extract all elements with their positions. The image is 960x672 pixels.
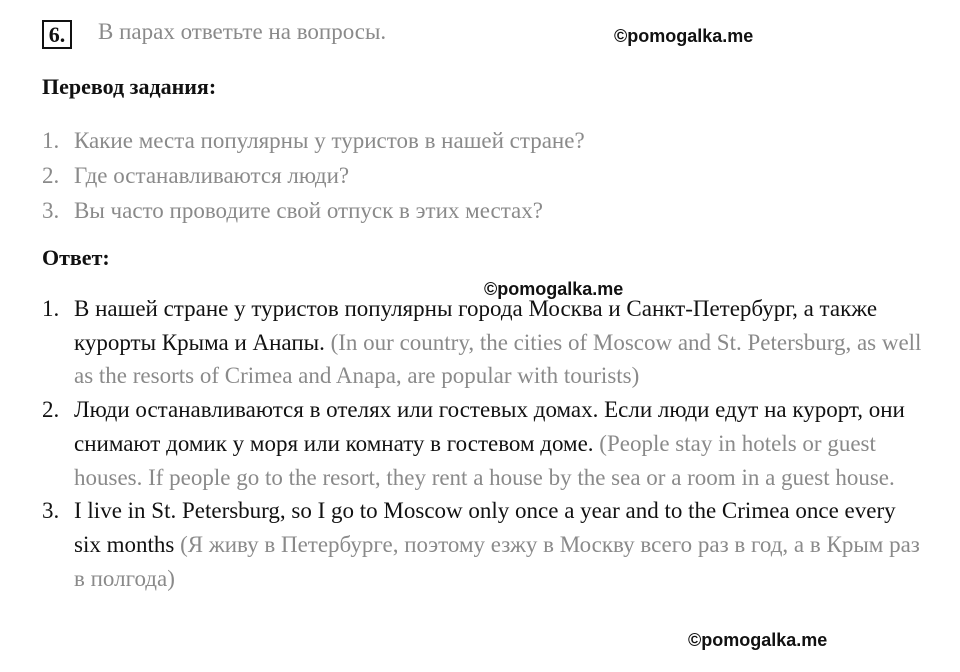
- list-item: [42, 123, 922, 158]
- item-body: [74, 494, 922, 595]
- answer-translation: (In our country, the cities of Moscow and St. Petersburg, as well as the resorts of Crimea and Anapa, are popular with tourists): [74, 329, 922, 389]
- translation-list: [42, 123, 922, 228]
- item-text: Какие места популярны у туристов в нашей стране?: [74, 128, 585, 153]
- item-number: 2.: [42, 163, 60, 188]
- item-number: 3.: [42, 498, 60, 524]
- item-number: 2.: [42, 397, 60, 423]
- answer-translation: (People stay in hotels or guest houses. If people go to the resort, they rent a house by the sea or a room in a guest house.: [74, 430, 895, 490]
- task-instruction: В парах ответьте на вопросы.: [98, 19, 387, 44]
- answer-text: Люди останавливаются в отелях или гостевых домах. Если люди едут на курорт, они снимают домик у моря или комнату в гостевом доме.: [74, 397, 905, 456]
- list-item: [42, 292, 922, 393]
- watermark-top: ©pomogalka.me: [614, 26, 754, 46]
- item-number: 3.: [42, 198, 60, 223]
- list-item: [42, 158, 922, 193]
- item-text: Вы часто проводите свой отпуск в этих местах?: [74, 198, 543, 223]
- item-body: [74, 292, 922, 393]
- answer-text: В нашей стране у туристов популярны города Москва и Санкт-Петербург, а также курорты Крыма и Анапы.: [74, 296, 878, 355]
- task-number-box: 6.: [42, 20, 72, 49]
- watermark-middle: ©pomogalka.me: [484, 279, 624, 299]
- item-body: [74, 393, 922, 494]
- list-item: [42, 193, 922, 228]
- answer-heading: Ответ:: [42, 245, 110, 270]
- item-number: 1.: [42, 128, 60, 153]
- answer-list: [42, 292, 922, 595]
- watermark-bottom: ©pomogalka.me: [688, 630, 828, 650]
- answer-text: I live in St. Petersburg, so I go to Moscow only once a year and to the Crimea once every six months: [74, 498, 896, 557]
- translation-heading: Перевод задания:: [42, 74, 217, 99]
- item-text: Где останавливаются люди?: [74, 163, 350, 188]
- list-item: [42, 494, 922, 595]
- answer-translation: (Я живу в Петербурге, поэтому езжу в Москву всего раз в год, а в Крым раз в полгода): [74, 531, 920, 591]
- list-item: [42, 393, 922, 494]
- item-number: 1.: [42, 296, 60, 321]
